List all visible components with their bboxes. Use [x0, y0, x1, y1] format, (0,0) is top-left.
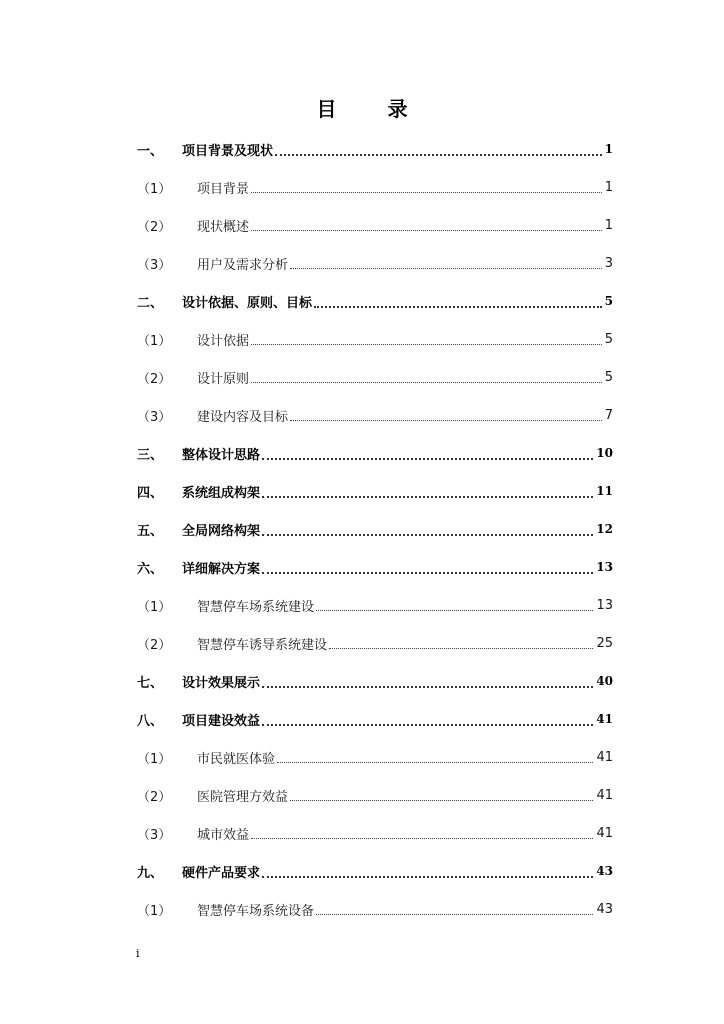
footer-page-number: i [136, 947, 140, 960]
toc-entry-title: 详细解决方案 [182, 561, 261, 577]
toc-entry-number: （1） [137, 333, 172, 349]
dot-leader [290, 267, 602, 269]
toc-entry-page-number: 5 [604, 369, 613, 385]
table-of-contents [137, 130, 613, 928]
dot-leader [251, 229, 602, 231]
dot-leader [316, 609, 593, 611]
toc-entry-title: 全局网络构架 [182, 523, 261, 539]
toc-entry-title: 项目背景及现状 [182, 143, 274, 159]
toc-title: 目 录 [316, 97, 430, 121]
toc-chapter-entry[interactable] [137, 700, 613, 738]
toc-entry-title: 智慧停车场系统设备 [197, 903, 315, 919]
toc-entry-title: 整体设计思路 [182, 447, 261, 463]
toc-section-entry[interactable] [137, 776, 613, 814]
toc-entry-number: （1） [137, 181, 172, 197]
toc-entry-page-number: 10 [596, 446, 613, 460]
dot-leader [251, 837, 593, 839]
toc-section-entry[interactable] [137, 890, 613, 928]
toc-section-entry[interactable] [137, 624, 613, 662]
toc-entry-page-number: 7 [604, 407, 613, 423]
toc-entry-title: 医院管理方效益 [197, 789, 289, 805]
toc-entry-title: 城市效益 [197, 827, 250, 843]
toc-entry-page-number: 12 [596, 522, 613, 536]
toc-entry-page-number: 11 [596, 484, 613, 498]
toc-chapter-entry[interactable] [137, 472, 613, 510]
dot-leader [262, 685, 593, 688]
toc-entry-page-number: 43 [596, 864, 613, 878]
toc-entry-number: 二、 [137, 295, 164, 311]
toc-entry-page-number: 41 [596, 787, 613, 803]
toc-chapter-entry[interactable] [137, 282, 613, 320]
toc-section-entry[interactable] [137, 586, 613, 624]
dot-leader [329, 647, 593, 649]
toc-chapter-entry[interactable] [137, 510, 613, 548]
toc-chapter-entry[interactable] [137, 434, 613, 472]
dot-leader [262, 723, 593, 726]
toc-entry-page-number: 40 [596, 674, 613, 688]
toc-section-entry[interactable] [137, 814, 613, 852]
toc-entry-number: 九、 [137, 865, 164, 881]
toc-entry-title: 项目建设效益 [182, 713, 261, 729]
toc-entry-number: （3） [137, 409, 172, 425]
toc-entry-number: （1） [137, 599, 172, 615]
toc-entry-page-number: 5 [604, 331, 613, 347]
toc-entry-title: 设计依据、原则、目标 [182, 295, 313, 311]
toc-entry-title: 用户及需求分析 [197, 257, 289, 273]
toc-section-entry[interactable] [137, 358, 613, 396]
toc-chapter-entry[interactable] [137, 852, 613, 890]
dot-leader [316, 913, 593, 915]
toc-entry-title: 设计效果展示 [182, 675, 261, 691]
toc-section-entry[interactable] [137, 738, 613, 776]
toc-entry-number: （2） [137, 637, 172, 653]
toc-section-entry[interactable] [137, 168, 613, 206]
toc-entry-page-number: 41 [596, 825, 613, 841]
toc-entry-page-number: 1 [604, 179, 613, 195]
toc-entry-number: （3） [137, 257, 172, 273]
toc-section-entry[interactable] [137, 206, 613, 244]
toc-entry-title: 智慧停车场系统建设 [197, 599, 315, 615]
toc-entry-title: 系统组成构架 [182, 485, 261, 501]
toc-entry-title: 硬件产品要求 [182, 865, 261, 881]
toc-entry-page-number: 43 [596, 901, 613, 917]
toc-entry-page-number: 1 [604, 142, 613, 156]
toc-entry-number: 一、 [137, 143, 164, 159]
dot-leader [262, 571, 593, 574]
toc-entry-number: （2） [137, 219, 172, 235]
toc-entry-number: （1） [137, 903, 172, 919]
dot-leader [262, 533, 593, 536]
toc-entry-number: 六、 [137, 561, 164, 577]
toc-entry-page-number: 13 [596, 597, 613, 613]
dot-leader [251, 381, 602, 383]
toc-entry-number: （2） [137, 371, 172, 387]
dot-leader [290, 419, 602, 421]
dot-leader [275, 153, 602, 156]
toc-entry-title: 建设内容及目标 [197, 409, 289, 425]
toc-entry-page-number: 5 [604, 294, 613, 308]
toc-entry-title: 市民就医体验 [197, 751, 276, 767]
toc-entry-page-number: 41 [596, 712, 613, 726]
toc-entry-title: 智慧停车诱导系统建设 [197, 637, 328, 653]
toc-entry-number: 三、 [137, 447, 164, 463]
toc-entry-title: 设计原则 [197, 371, 250, 387]
toc-entry-page-number: 41 [596, 749, 613, 765]
toc-entry-page-number: 3 [604, 255, 613, 271]
toc-entry-page-number: 1 [604, 217, 613, 233]
toc-section-entry[interactable] [137, 244, 613, 282]
toc-entry-page-number: 25 [596, 635, 613, 651]
toc-entry-title: 项目背景 [197, 181, 250, 197]
toc-entry-number: （1） [137, 751, 172, 767]
toc-chapter-entry[interactable] [137, 548, 613, 586]
dot-leader [262, 495, 593, 498]
dot-leader [262, 457, 593, 460]
dot-leader [290, 799, 593, 801]
toc-chapter-entry[interactable] [137, 662, 613, 700]
toc-chapter-entry[interactable] [137, 130, 613, 168]
toc-entry-number: 八、 [137, 713, 164, 729]
dot-leader [251, 191, 602, 193]
toc-section-entry[interactable] [137, 320, 613, 358]
dot-leader [277, 761, 593, 763]
toc-entry-number: 四、 [137, 485, 164, 501]
toc-entry-number: 七、 [137, 675, 164, 691]
toc-entry-title: 设计依据 [197, 333, 250, 349]
dot-leader [262, 875, 593, 878]
dot-leader [314, 305, 602, 308]
toc-entry-number: （3） [137, 827, 172, 843]
toc-entry-number: （2） [137, 789, 172, 805]
toc-entry-page-number: 13 [596, 560, 613, 574]
toc-entry-number: 五、 [137, 523, 164, 539]
toc-section-entry[interactable] [137, 396, 613, 434]
dot-leader [251, 343, 602, 345]
toc-entry-title: 现状概述 [197, 219, 250, 235]
